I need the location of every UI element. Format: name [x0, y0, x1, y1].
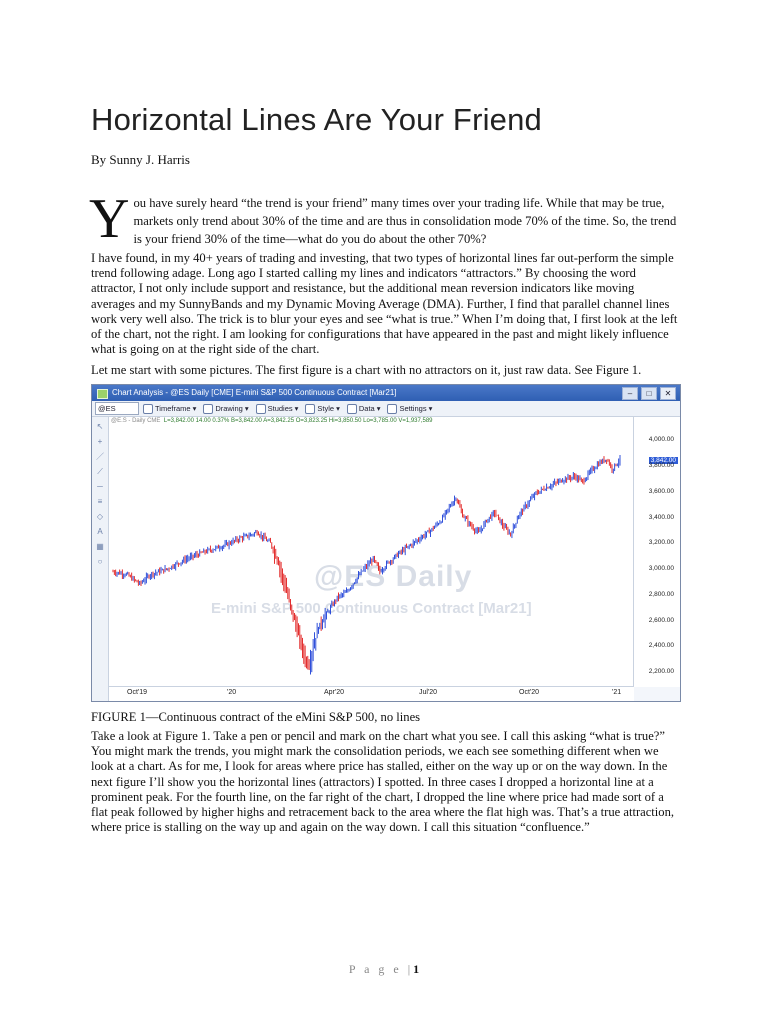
paragraph-2: I have found, in my 40+ years of trading and investing, that two types of horizontal lines far out-perform the simple trend following adage. Long ago I started calling my lines and indicators “attractors.” By choosing the word attractor, I not only include support and resistance, but the additional mean reversion indicators like moving averages and my SunnyBands and my Dynamic Moving Average (DMA). Further, I find that parallel channel lines work very well also. The trick is to blur your eyes and see “what is true.” When I’m doing that, I first look at the left of the chart, not the right. I am looking for configurations that have appeared in the past and might likely influence what is going on at the right side of the chart. — [91, 251, 678, 357]
y-tick-label: 2,200.00 — [648, 668, 674, 676]
intro-text: ou have surely heard “the trend is your friend” many times over your trading life. While that may be true, markets only trend about 30% of the time and are thus in consolidation mode 70% of the time. So, the trend is your friend 30% of the time—what do you do about the other 70%? — [133, 196, 677, 246]
style-icon — [305, 404, 315, 414]
chart-toolbar — [92, 401, 680, 417]
price-chart-svg — [109, 417, 636, 689]
cursor-icon: ↖ — [96, 422, 104, 431]
x-tick-label: Oct'20 — [519, 689, 540, 696]
x-tick-label: Jul'20 — [419, 689, 438, 696]
window-title: Chart Analysis - @ES Daily [CME] E-mini S&P 500 Continuous Contract [Mar21] — [112, 388, 397, 397]
author-byline: By Sunny J. Harris — [91, 152, 190, 167]
window-title-bar — [92, 385, 680, 401]
drop-cap: Y — [89, 188, 130, 250]
paragraph-4: Take a look at Figure 1. Take a pen or pencil and mark on the chart what you see. I call this asking “what is true?” You might mark the trends, you might mark the consolidation periods, we each see something different when we look at a chart. As for me, I look for areas where price has stalled, either on the way up or on the way down. In the next figure I’ll show you the horizontal lines (attractors) I spotted. In three cases I dropped a horizontal line at a prominent peak. For the fourth line, on the far right of the chart, I dropped the line where price had made sort of a flat peak followed by higher highs and retracement back to the area where the flat high was. That’s a true attraction, where price is stalling on the way up and again on the way down. I call this situation “confluence.” — [91, 729, 675, 835]
studies-icon — [256, 404, 266, 414]
line-tool-icon: ／ — [96, 452, 104, 461]
minimize-icon: – — [622, 387, 638, 400]
circle-tool-icon: ○ — [97, 557, 103, 566]
maximize-icon: □ — [641, 387, 657, 400]
data-menu: Data ▾ — [347, 404, 381, 414]
chart-plot-area — [109, 417, 634, 687]
x-tick-label: '20 — [227, 689, 237, 696]
fib-tool-icon: ≡ — [97, 497, 103, 506]
price-axis — [633, 417, 680, 687]
y-tick-label: 2,800.00 — [648, 590, 674, 598]
studies-menu: Studies ▾ — [256, 404, 299, 414]
crosshair-icon: + — [97, 437, 103, 446]
y-tick-label: 4,000.00 — [648, 436, 674, 444]
page-footer — [0, 962, 768, 977]
text-tool-icon: A — [97, 527, 103, 536]
date-axis — [109, 686, 634, 701]
close-icon: ✕ — [660, 387, 676, 400]
data-icon — [347, 404, 357, 414]
figure-caption: FIGURE 1—Continuous contract of the eMini S&P 500, no lines — [91, 710, 421, 724]
y-tick-label: 3,600.00 — [648, 487, 674, 495]
y-tick-label: 3,000.00 — [648, 565, 674, 573]
chart-figure — [91, 384, 681, 702]
watermark-symbol: @ES Daily — [314, 560, 473, 593]
y-tick-label: 3,200.00 — [648, 539, 674, 547]
ray-tool-icon: ⟋ — [97, 467, 103, 476]
clock-icon — [143, 404, 153, 414]
page-number: 1 — [413, 962, 420, 976]
x-tick-label: Apr'20 — [324, 689, 345, 696]
pencil-icon — [203, 404, 213, 414]
page-label: P a g e | — [348, 962, 414, 976]
window-controls — [622, 387, 676, 400]
symbol-field: @ES — [95, 402, 139, 415]
bars-tool-icon: ▦ — [96, 542, 104, 551]
drawing-tools-sidebar — [92, 417, 109, 701]
article-title: Horizontal Lines Are Your Friend — [91, 102, 542, 137]
price-status-line: @E.S - Daily CME L=3,842.00 14.00 0.37% B=3,842.00 A=3,842.25 O=3,823.25 Hi=3,850.50 Lo=3,785.00 V=1,937,589 — [111, 418, 433, 424]
y-tick-label: 2,600.00 — [648, 616, 674, 624]
chart-app-icon — [97, 389, 108, 399]
paragraph-3: Let me start with some pictures. The first figure is a chart with no attractors on it, just raw data. See Figure 1. — [91, 363, 642, 377]
style-menu: Style ▾ — [305, 404, 339, 414]
hline-tool-icon: ─ — [97, 482, 103, 491]
timeframe-menu: Timeframe ▾ — [143, 404, 196, 414]
watermark-description: E-mini S&P 500 Continuous Contract [Mar21] — [211, 600, 532, 617]
x-tick-label: Oct'19 — [127, 689, 148, 696]
drawing-menu: Drawing ▾ — [203, 404, 248, 414]
y-tick-label: 2,400.00 — [648, 642, 674, 650]
shape-tool-icon: ◇ — [96, 512, 104, 521]
x-tick-label: '21 — [612, 689, 622, 696]
settings-menu: Settings ▾ — [387, 404, 432, 414]
last-price-tag: 3,842.00 — [650, 456, 676, 464]
intro-paragraph — [89, 188, 681, 250]
y-tick-label: 3,800.00 — [648, 462, 674, 470]
gear-icon — [387, 404, 397, 414]
y-tick-label: 3,400.00 — [648, 513, 674, 521]
